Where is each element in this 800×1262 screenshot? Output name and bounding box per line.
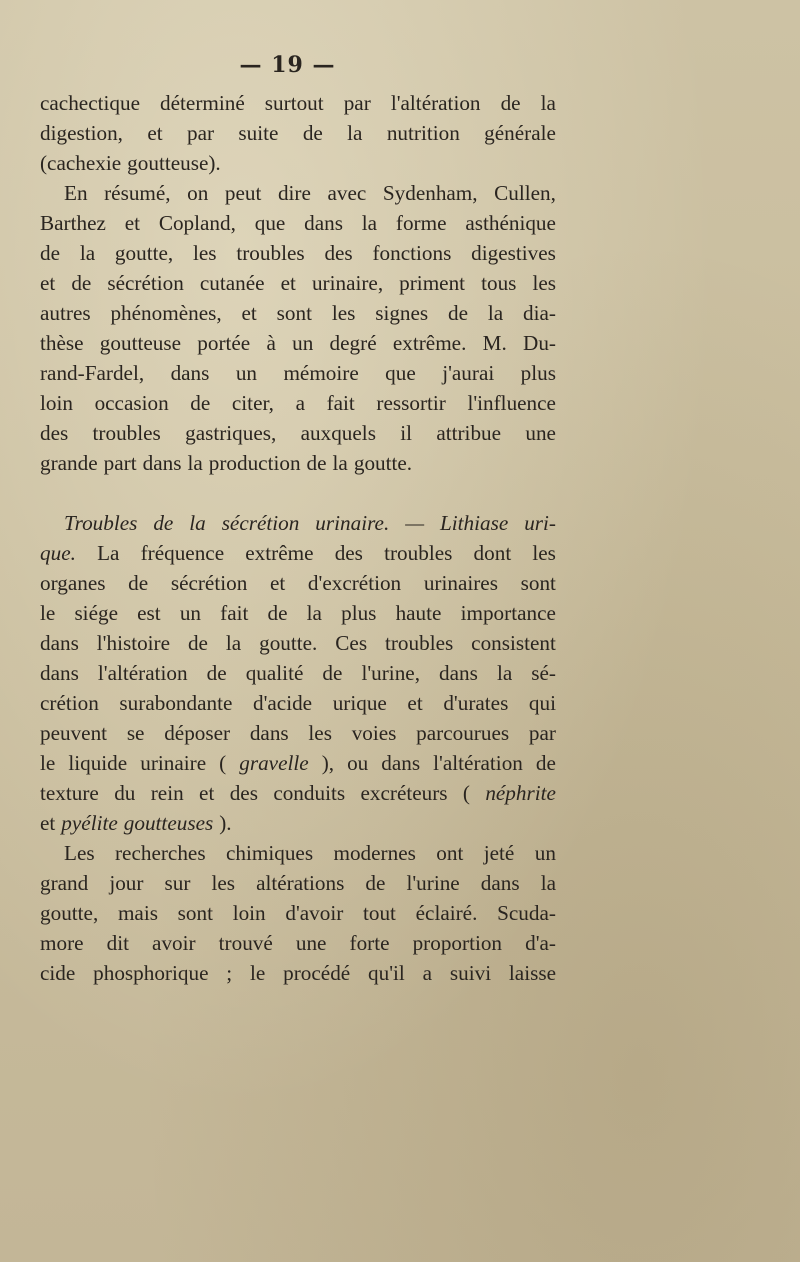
word: de — [190, 391, 211, 415]
text-line-p3-l3 — [40, 568, 556, 598]
word: une — [295, 931, 327, 955]
word: Ces — [335, 631, 368, 655]
word: fait — [220, 601, 249, 625]
word: ont — [436, 841, 464, 865]
word: proportion — [412, 931, 503, 955]
word: l'urine — [406, 871, 460, 895]
word: rein — [150, 781, 184, 805]
word: goutteuse). — [127, 151, 221, 175]
word: l'urine, — [361, 661, 420, 685]
word: importance — [460, 601, 556, 625]
word: sécrétion — [221, 511, 300, 535]
word: les — [193, 241, 217, 265]
word: goutteuse — [99, 331, 181, 355]
word: procédé — [283, 961, 351, 985]
text-line-p1-l2 — [40, 118, 556, 148]
word: pyélite — [61, 811, 118, 835]
word: résumé, — [104, 181, 171, 205]
word: Du- — [523, 331, 556, 355]
word: grand — [40, 871, 89, 895]
word: organes — [40, 571, 106, 595]
word: a — [295, 391, 305, 415]
word: a — [422, 961, 433, 985]
word: déposer — [164, 721, 231, 745]
word: gravelle — [239, 751, 309, 775]
word: une — [525, 421, 556, 445]
word: des — [40, 421, 69, 445]
text-line-p3-l5 — [40, 628, 556, 658]
word: qui — [528, 691, 556, 715]
text-line-p3-l2 — [40, 538, 556, 568]
word: asthénique — [465, 211, 556, 235]
word: se — [126, 721, 145, 745]
text-line-p4-l3 — [40, 898, 556, 928]
word: de — [40, 241, 60, 265]
word: le — [250, 961, 266, 985]
word: texture — [40, 781, 99, 805]
word: peut — [224, 181, 262, 205]
text-line-p2-l5 — [40, 298, 556, 328]
word: goutteuses — [123, 811, 214, 835]
text-line-p1-l3 — [40, 148, 556, 178]
word: d'avoir — [285, 901, 344, 925]
text-line-p3-l7 — [40, 688, 556, 718]
word: suite — [238, 121, 279, 145]
word: phosphorique — [93, 961, 209, 985]
word: d'acide — [252, 691, 313, 715]
word: digestives — [471, 241, 556, 265]
word: de — [322, 661, 343, 685]
word: la — [187, 451, 203, 475]
text-line-p3-l6 — [40, 658, 556, 688]
word: du — [114, 781, 136, 805]
word: la — [189, 511, 206, 535]
word: de — [153, 511, 174, 535]
word: de — [365, 871, 386, 895]
word: que — [254, 211, 286, 235]
word: et — [280, 271, 296, 295]
word: modernes — [333, 841, 416, 865]
word: plus — [341, 601, 377, 625]
word: dans — [142, 451, 182, 475]
word: dia- — [523, 301, 556, 325]
text-line-p2-l9 — [40, 418, 556, 448]
word: part — [103, 451, 137, 475]
word: et — [407, 691, 423, 715]
text-line-p4-l1 — [40, 838, 556, 868]
word: occasion — [94, 391, 169, 415]
word: l'altération — [390, 91, 481, 115]
word: degré — [329, 331, 377, 355]
word: rand-Fardel, — [40, 361, 145, 385]
word: les — [308, 721, 332, 745]
word: thèse — [40, 331, 84, 355]
word: la — [540, 91, 556, 115]
word: avoir — [152, 931, 196, 955]
word: jeté — [483, 841, 515, 865]
word: urinaire, — [311, 271, 384, 295]
word: Troubles — [64, 511, 138, 535]
word: et — [147, 121, 163, 145]
word: dire — [277, 181, 311, 205]
word: more — [40, 931, 84, 955]
word: fonctions — [372, 241, 452, 265]
word: déterminé — [160, 91, 245, 115]
word: la — [361, 211, 378, 235]
word: dont — [473, 541, 512, 565]
word: il — [400, 421, 413, 445]
word: et — [40, 271, 56, 295]
word: dans — [439, 661, 478, 685]
word: fréquence — [140, 541, 225, 565]
word: loin — [232, 901, 266, 925]
body-text — [40, 88, 556, 988]
word: production — [208, 451, 301, 475]
word: altérations — [256, 871, 345, 895]
word: goutte, — [114, 241, 174, 265]
text-line-p2-l2 — [40, 208, 556, 238]
word: nutrition — [386, 121, 460, 145]
text-line-p3-l11 — [40, 808, 556, 838]
word: sont — [276, 301, 312, 325]
word: ( — [219, 751, 227, 775]
word: parcourues — [416, 721, 510, 745]
word: cachectique — [40, 91, 140, 115]
word: Lithiase — [439, 511, 509, 535]
word: Copland, — [158, 211, 236, 235]
text-line-p2-l10 — [40, 448, 556, 478]
word: tout — [362, 901, 396, 925]
text-line-p4-l5 — [40, 958, 556, 988]
word: des — [334, 541, 363, 565]
word: dans — [480, 871, 520, 895]
word: sont — [177, 901, 213, 925]
word: haute — [395, 601, 442, 625]
word: qu'il — [368, 961, 405, 985]
word: la — [487, 301, 504, 325]
word: grande — [40, 451, 98, 475]
word: générale — [484, 121, 556, 145]
word: ( — [462, 781, 470, 805]
word: la — [496, 661, 513, 685]
word: voies — [351, 721, 397, 745]
word: extrême — [245, 541, 314, 565]
word: de — [535, 751, 556, 775]
word: Scuda- — [497, 901, 556, 925]
word: les — [331, 301, 356, 325]
word: les — [211, 871, 236, 895]
word: et — [199, 781, 215, 805]
word: extrême. — [392, 331, 467, 355]
word: de — [267, 601, 288, 625]
word: la — [332, 451, 348, 475]
word: l'histoire — [96, 631, 171, 655]
word: dans — [381, 751, 421, 775]
word: la — [306, 601, 322, 625]
word: est — [137, 601, 161, 625]
word: l'altération — [433, 751, 523, 775]
word: siége — [74, 601, 118, 625]
word: dans — [40, 631, 79, 655]
word: urinaire — [140, 751, 207, 775]
word: liquide — [68, 751, 128, 775]
word: M. — [482, 331, 507, 355]
text-line-p4-l2 — [40, 868, 556, 898]
word: laisse — [508, 961, 556, 985]
word: La — [97, 541, 120, 565]
word: troubles — [236, 241, 305, 265]
word: peuvent — [40, 721, 108, 745]
word: on — [187, 181, 209, 205]
word: surabondante — [119, 691, 233, 715]
word: un — [292, 331, 314, 355]
word: de — [306, 451, 327, 475]
word: (cachexie — [40, 151, 122, 175]
word: les — [532, 541, 556, 565]
word: suivi — [449, 961, 492, 985]
word: ou — [347, 751, 369, 775]
text-line-p3-l10 — [40, 778, 556, 808]
word: attribue — [436, 421, 502, 445]
page-number: — 19 — — [239, 52, 336, 78]
word: que — [385, 361, 416, 385]
word: recherches — [115, 841, 206, 865]
word: dit — [106, 931, 129, 955]
word: conduits — [273, 781, 346, 805]
text-line-p3-l9 — [40, 748, 556, 778]
word: ). — [219, 811, 232, 835]
word: dans — [170, 361, 210, 385]
word: de — [206, 661, 227, 685]
word: de — [500, 91, 521, 115]
word: avec — [327, 181, 367, 205]
word: qualité — [245, 661, 304, 685]
word: dans — [40, 661, 79, 685]
word: la — [540, 871, 556, 895]
word: ; — [226, 961, 233, 985]
word: Sydenham, — [382, 181, 478, 205]
word: et — [269, 571, 286, 595]
word: urinaire. — [315, 511, 390, 535]
word: goutte. — [353, 451, 413, 475]
word: un — [179, 601, 201, 625]
word: loin — [40, 391, 73, 415]
word: de — [71, 271, 92, 295]
word: goutte. — [259, 631, 318, 655]
word: un — [534, 841, 556, 865]
word: éclairé. — [415, 901, 478, 925]
word: urinaires — [423, 571, 498, 595]
word: urique — [332, 691, 387, 715]
word: En — [64, 181, 88, 205]
word: par — [343, 91, 371, 115]
word: de — [448, 301, 469, 325]
word: goutte, — [40, 901, 99, 925]
word: mais — [117, 901, 158, 925]
word: par — [528, 721, 556, 745]
word: signes — [375, 301, 429, 325]
word: sécrétion — [107, 271, 184, 295]
word: cide — [40, 961, 76, 985]
word: tous — [481, 271, 517, 295]
word: cutanée — [199, 271, 265, 295]
word: de — [187, 631, 208, 655]
word: jour — [109, 871, 144, 895]
word: de — [302, 121, 323, 145]
word: le — [40, 751, 56, 775]
word: dans — [304, 211, 343, 235]
word: un — [235, 361, 258, 385]
word: chimiques — [225, 841, 314, 865]
word: — — [405, 511, 425, 535]
word: la — [347, 121, 363, 145]
word: Les — [64, 841, 95, 865]
word: sécrétion — [170, 571, 248, 595]
word: l'altération — [97, 661, 188, 685]
text-line-p3-l8 — [40, 718, 556, 748]
word: autres — [40, 301, 91, 325]
word: citer, — [231, 391, 274, 415]
word: les — [532, 271, 556, 295]
word: consistent — [471, 631, 556, 655]
text-line-p3-l1 — [40, 508, 556, 538]
word: digestion, — [40, 121, 123, 145]
word: troubles — [384, 631, 454, 655]
text-line-p2-l1 — [40, 178, 556, 208]
text-line-p2-l4 — [40, 268, 556, 298]
word: portée — [197, 331, 251, 355]
word: de — [128, 571, 149, 595]
word: à — [266, 331, 276, 355]
word: sont — [520, 571, 556, 595]
word: crétion — [40, 691, 99, 715]
word: Barthez — [40, 211, 106, 235]
word: auxquels — [300, 421, 376, 445]
word: et — [241, 301, 257, 325]
text-line-p1-l1 — [40, 88, 556, 118]
word: troubles — [92, 421, 161, 445]
word: l'influence — [467, 391, 556, 415]
word: surtout — [264, 91, 324, 115]
word: ressortir — [376, 391, 446, 415]
word: d'urates — [443, 691, 509, 715]
word: d'excrétion — [307, 571, 402, 595]
text-line-p2-l6 — [40, 328, 556, 358]
text-line-p4-l4 — [40, 928, 556, 958]
word: par — [187, 121, 215, 145]
word: ), — [321, 751, 335, 775]
paragraph-gap — [40, 478, 556, 508]
text-line-p3-l4 — [40, 598, 556, 628]
word: la — [79, 241, 96, 265]
word: d'a- — [525, 931, 556, 955]
word: sé- — [531, 661, 556, 685]
word: fait — [326, 391, 355, 415]
word: plus — [520, 361, 556, 385]
word: trouvé — [218, 931, 273, 955]
word: que. — [40, 541, 76, 565]
word: excréteurs — [360, 781, 448, 805]
word: des — [324, 241, 353, 265]
word: gastriques, — [185, 421, 277, 445]
word: Cullen, — [494, 181, 556, 205]
word: forme — [395, 211, 447, 235]
text-line-p2-l3 — [40, 238, 556, 268]
word: et — [40, 811, 56, 835]
word: forte — [349, 931, 390, 955]
word: le — [40, 601, 56, 625]
word: j'aurai — [442, 361, 495, 385]
word: dans — [249, 721, 289, 745]
word: phénomènes, — [110, 301, 222, 325]
word: troubles — [384, 541, 453, 565]
word: néphrite — [485, 781, 556, 805]
word: la — [225, 631, 242, 655]
word: priment — [399, 271, 466, 295]
word: des — [229, 781, 258, 805]
word: sur — [164, 871, 191, 895]
word: et — [124, 211, 140, 235]
text-line-p2-l8 — [40, 388, 556, 418]
word: mémoire — [283, 361, 359, 385]
word: uri- — [524, 511, 556, 535]
text-line-p2-l7 — [40, 358, 556, 388]
